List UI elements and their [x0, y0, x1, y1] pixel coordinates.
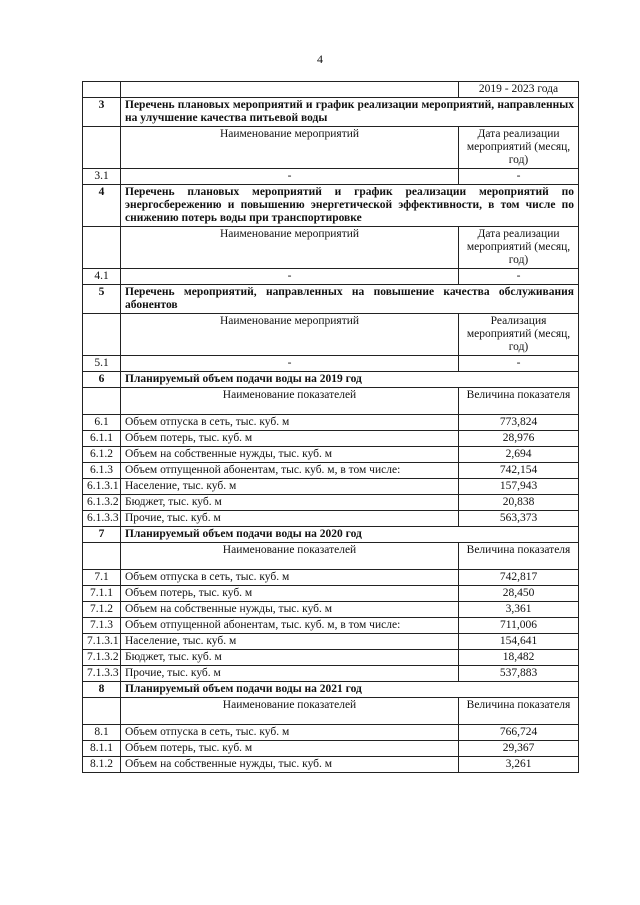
- row-name: -: [121, 356, 459, 372]
- table-row: [83, 650, 579, 666]
- row-name: -: [121, 269, 459, 285]
- water-supply-table: [82, 81, 579, 773]
- section-7-title-row: [83, 527, 579, 543]
- row-number: 6.1.3.3: [83, 511, 121, 527]
- section-8-title-row: [83, 682, 579, 698]
- row-value: 711,006: [459, 618, 579, 634]
- row-date: -: [459, 169, 579, 185]
- row-value: 20,838: [459, 495, 579, 511]
- table-row: [83, 618, 579, 634]
- row-name: Объем отпуска в сеть, тыс. куб. м: [121, 415, 459, 431]
- row-number: 4.1: [83, 269, 121, 285]
- section-3-title-row: [83, 98, 579, 127]
- period-cell: 2019 - 2023 года: [459, 82, 579, 98]
- row-name: Объем отпущенной абонентам, тыс. куб. м, в том числе:: [121, 618, 459, 634]
- table-row: [83, 725, 579, 741]
- row-number: 6.1.3: [83, 463, 121, 479]
- row-name: Объем отпуска в сеть, тыс. куб. м: [121, 570, 459, 586]
- section-title: Планируемый объем подачи воды на 2021 год: [121, 682, 579, 698]
- section-number: 5: [83, 285, 121, 314]
- section-6-header-row: [83, 388, 579, 415]
- column-header-date: Дата реализации мероприятий (месяц, год): [459, 227, 579, 269]
- row-number: 7.1.1: [83, 586, 121, 602]
- table-row: [83, 757, 579, 773]
- section-5-header-row: [83, 314, 579, 356]
- page-number: 4: [317, 52, 323, 66]
- row-name: Объем отпуска в сеть, тыс. куб. м: [121, 725, 459, 741]
- row-name: -: [121, 169, 459, 185]
- column-header-name: Наименование мероприятий: [121, 127, 459, 169]
- row-value: 742,154: [459, 463, 579, 479]
- column-header-date: Дата реализации мероприятий (месяц, год): [459, 127, 579, 169]
- table-row: [83, 602, 579, 618]
- section-8-header-row: [83, 698, 579, 725]
- row-number: 7.1.2: [83, 602, 121, 618]
- row-name: Прочие, тыс. куб. м: [121, 666, 459, 682]
- column-header-name: Наименование мероприятий: [121, 227, 459, 269]
- row-name: Бюджет, тыс. куб. м: [121, 650, 459, 666]
- section-title: Планируемый объем подачи воды на 2019 год: [121, 372, 579, 388]
- table-row: [83, 447, 579, 463]
- section-5-title-row: [83, 285, 579, 314]
- row-number: 5.1: [83, 356, 121, 372]
- row-value: 742,817: [459, 570, 579, 586]
- row-number: 6.1.3.2: [83, 495, 121, 511]
- section-3-header-row: [83, 127, 579, 169]
- row-number: 3.1: [83, 169, 121, 185]
- table-row: [83, 666, 579, 682]
- column-header-name: Наименование показателей: [121, 698, 459, 725]
- section-6-title-row: [83, 372, 579, 388]
- table-row: [83, 356, 579, 372]
- table-row: [83, 169, 579, 185]
- row-number: 7.1.3.2: [83, 650, 121, 666]
- row-value: 766,724: [459, 725, 579, 741]
- row-number: 7.1.3.1: [83, 634, 121, 650]
- row-name: Объем на собственные нужды, тыс. куб. м: [121, 447, 459, 463]
- section-4-header-row: [83, 227, 579, 269]
- table-row: [83, 511, 579, 527]
- table-row: [83, 495, 579, 511]
- empty-cell: [83, 543, 121, 570]
- column-header-date: Реализация мероприятий (месяц, год): [459, 314, 579, 356]
- row-name: Бюджет, тыс. куб. м: [121, 495, 459, 511]
- table-row: [83, 431, 579, 447]
- row-value: 157,943: [459, 479, 579, 495]
- section-title: Планируемый объем подачи воды на 2020 год: [121, 527, 579, 543]
- row-name: Население, тыс. куб. м: [121, 634, 459, 650]
- row-number: 8.1.1: [83, 741, 121, 757]
- empty-cell: [121, 82, 459, 98]
- row-number: 7.1.3.3: [83, 666, 121, 682]
- row-value: 563,373: [459, 511, 579, 527]
- row-value: 3,361: [459, 602, 579, 618]
- section-number: 4: [83, 185, 121, 227]
- column-header-name: Наименование мероприятий: [121, 314, 459, 356]
- column-header-value: Величина показателя: [459, 698, 579, 725]
- table-row: [83, 415, 579, 431]
- section-number: 6: [83, 372, 121, 388]
- empty-cell: [83, 227, 121, 269]
- empty-cell: [83, 82, 121, 98]
- row-number: 6.1.3.1: [83, 479, 121, 495]
- empty-cell: [83, 388, 121, 415]
- column-header-name: Наименование показателей: [121, 543, 459, 570]
- row-number: 7.1: [83, 570, 121, 586]
- row-number: 8.1: [83, 725, 121, 741]
- table-row: [83, 741, 579, 757]
- row-name: Объем потерь, тыс. куб. м: [121, 431, 459, 447]
- row-value: 537,883: [459, 666, 579, 682]
- row-value: 2,694: [459, 447, 579, 463]
- row-value: 3,261: [459, 757, 579, 773]
- row-name: Объем на собственные нужды, тыс. куб. м: [121, 602, 459, 618]
- row-name: Объем отпущенной абонентам, тыс. куб. м, в том числе:: [121, 463, 459, 479]
- section-title: Перечень плановых мероприятий и график реализации мероприятий по энергосбережению и повышению энергетической эффективности, в том числе по снижению потерь воды при транспортировке: [121, 185, 579, 227]
- period-row: [83, 82, 579, 98]
- section-7-header-row: [83, 543, 579, 570]
- empty-cell: [83, 127, 121, 169]
- row-date: -: [459, 269, 579, 285]
- row-name: Объем потерь, тыс. куб. м: [121, 586, 459, 602]
- row-value: 28,450: [459, 586, 579, 602]
- row-number: 6.1.2: [83, 447, 121, 463]
- row-number: 7.1.3: [83, 618, 121, 634]
- row-name: Прочие, тыс. куб. м: [121, 511, 459, 527]
- column-header-value: Величина показателя: [459, 388, 579, 415]
- table-row: [83, 586, 579, 602]
- empty-cell: [83, 698, 121, 725]
- section-4-title-row: [83, 185, 579, 227]
- table-row: [83, 269, 579, 285]
- row-number: 6.1: [83, 415, 121, 431]
- row-name: Объем на собственные нужды, тыс. куб. м: [121, 757, 459, 773]
- section-number: 8: [83, 682, 121, 698]
- row-name: Население, тыс. куб. м: [121, 479, 459, 495]
- table-row: [83, 570, 579, 586]
- row-number: 6.1.1: [83, 431, 121, 447]
- table-row: [83, 463, 579, 479]
- column-header-value: Величина показателя: [459, 543, 579, 570]
- section-title: Перечень плановых мероприятий и график реализации мероприятий, направленных на улучшение качества питьевой воды: [121, 98, 579, 127]
- row-value: 773,824: [459, 415, 579, 431]
- row-number: 8.1.2: [83, 757, 121, 773]
- section-number: 7: [83, 527, 121, 543]
- row-value: 28,976: [459, 431, 579, 447]
- row-name: Объем потерь, тыс. куб. м: [121, 741, 459, 757]
- column-header-name: Наименование показателей: [121, 388, 459, 415]
- row-value: 29,367: [459, 741, 579, 757]
- row-date: -: [459, 356, 579, 372]
- table-row: [83, 634, 579, 650]
- table-row: [83, 479, 579, 495]
- empty-cell: [83, 314, 121, 356]
- section-number: 3: [83, 98, 121, 127]
- row-value: 18,482: [459, 650, 579, 666]
- row-value: 154,641: [459, 634, 579, 650]
- section-title: Перечень мероприятий, направленных на повышение качества обслуживания абонентов: [121, 285, 579, 314]
